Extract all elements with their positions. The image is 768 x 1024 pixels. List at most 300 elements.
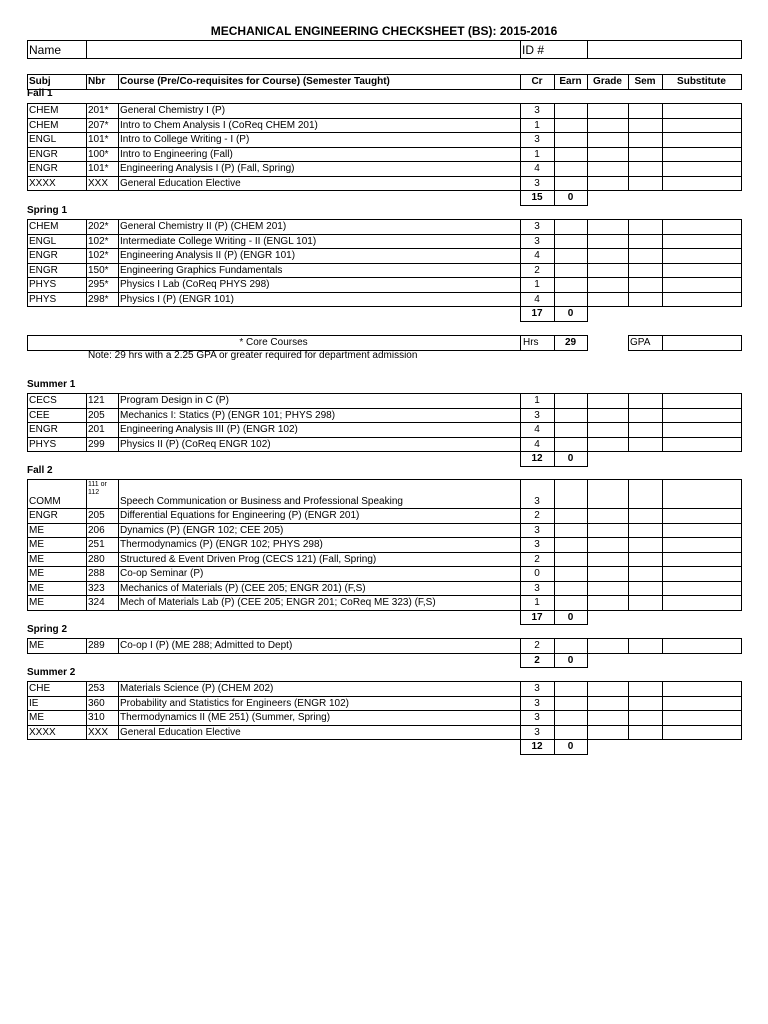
rule-line (520, 422, 521, 438)
course-credits: 4 (534, 424, 540, 435)
course-number: 111 or 112 (88, 481, 107, 496)
substitute-cell[interactable] (663, 133, 740, 146)
sem-cell[interactable] (629, 711, 661, 724)
substitute-cell[interactable] (663, 409, 740, 422)
substitute-cell[interactable] (663, 119, 740, 132)
rule-line (27, 437, 28, 453)
gpa-label: GPA (630, 336, 651, 348)
rule-line (628, 292, 629, 308)
sem-cell[interactable] (629, 220, 661, 233)
id-label: ID # (522, 43, 545, 57)
substitute-cell[interactable] (663, 639, 740, 652)
substitute-cell[interactable] (663, 567, 740, 580)
sem-cell[interactable] (629, 177, 661, 190)
id-field[interactable] (589, 42, 739, 55)
earn-cell[interactable] (555, 148, 586, 161)
grade-cell[interactable] (588, 639, 627, 652)
substitute-cell[interactable] (663, 582, 740, 595)
earn-cell[interactable] (555, 697, 586, 710)
rule-line (628, 437, 629, 453)
rule-line (86, 147, 87, 163)
rule-line (27, 710, 28, 726)
earn-cell[interactable] (555, 524, 586, 537)
rule-line (27, 653, 742, 654)
rule-line (554, 292, 555, 308)
earn-cell[interactable] (555, 104, 586, 117)
grade-cell[interactable] (588, 409, 627, 422)
grade-cell[interactable] (588, 682, 627, 695)
course-number: 205 (88, 510, 105, 521)
sem-cell[interactable] (629, 639, 661, 652)
sem-cell[interactable] (629, 682, 661, 695)
rule-line (554, 523, 555, 539)
grade-cell[interactable] (588, 235, 627, 248)
rule-line (27, 161, 28, 177)
grade-cell[interactable] (588, 480, 627, 493)
rule-line (520, 292, 521, 308)
rule-line (587, 74, 588, 90)
grade-cell[interactable] (588, 394, 627, 407)
course-credits: 1 (534, 119, 540, 131)
substitute-cell[interactable] (663, 278, 740, 291)
course-title: Co-op Seminar (P) (120, 568, 204, 579)
course-title: Mechanics I: Statics (P) (ENGR 101; PHYS 298) (120, 409, 336, 421)
rule-line (662, 595, 663, 611)
header-subj: Subj (29, 75, 51, 87)
course-number: 102* (88, 250, 109, 261)
course-subject: XXXX (29, 177, 56, 189)
course-title: Co-op I (P) (ME 288; Admitted to Dept) (120, 640, 293, 651)
rule-line (520, 118, 521, 134)
rule-line (118, 696, 119, 712)
substitute-cell[interactable] (663, 249, 740, 262)
hrs-label: Hrs (523, 336, 539, 348)
grade-cell[interactable] (588, 249, 627, 262)
earn-cell[interactable] (555, 119, 586, 132)
course-title: General Education Elective (120, 177, 241, 189)
rule-line (662, 408, 663, 424)
sem-cell[interactable] (629, 596, 661, 609)
page-title: MECHANICAL ENGINEERING CHECKSHEET (BS): 2015-2016 (210, 24, 558, 38)
rule-line (27, 638, 28, 654)
earn-cell[interactable] (555, 509, 586, 522)
substitute-cell[interactable] (663, 423, 740, 436)
rule-line (86, 537, 87, 553)
sem-cell[interactable] (629, 148, 661, 161)
earn-cell[interactable] (555, 423, 586, 436)
sem-cell[interactable] (629, 104, 661, 117)
rule-line (86, 248, 87, 264)
rule-line (86, 581, 87, 597)
grade-cell[interactable] (588, 133, 627, 146)
rule-line (662, 437, 663, 453)
course-title: Engineering Analysis III (P) (ENGR 102) (120, 424, 298, 435)
sem-cell[interactable] (629, 553, 661, 566)
substitute-cell[interactable] (663, 264, 740, 277)
rule-line (628, 161, 629, 177)
grade-cell[interactable] (588, 423, 627, 436)
earn-cell[interactable] (555, 278, 586, 291)
rule-line (554, 306, 555, 322)
course-subject: CEE (29, 409, 50, 421)
sem-cell[interactable] (629, 235, 661, 248)
rule-line (628, 725, 629, 741)
course-number: 298* (88, 293, 109, 305)
total-earned: 0 (567, 308, 574, 319)
course-credits: 3 (534, 177, 540, 189)
name-field[interactable] (88, 42, 518, 55)
course-number: 206 (88, 524, 105, 536)
rule-line (27, 739, 742, 740)
sem-cell[interactable] (629, 538, 661, 551)
substitute-cell[interactable] (663, 524, 740, 537)
substitute-cell[interactable] (663, 697, 740, 710)
course-number: 201* (88, 105, 109, 116)
rule-line (587, 147, 588, 163)
rule-line (587, 234, 588, 250)
course-number: 121 (88, 395, 105, 406)
grade-cell[interactable] (588, 220, 627, 233)
rule-line (662, 681, 663, 697)
rule-line (520, 234, 521, 250)
earn-cell[interactable] (555, 249, 586, 262)
sem-cell[interactable] (629, 394, 661, 407)
rule-line (118, 422, 119, 438)
rule-line (741, 74, 742, 90)
sem-cell[interactable] (629, 423, 661, 436)
course-number: 207* (88, 119, 109, 131)
course-credits: 4 (534, 163, 540, 174)
grade-cell[interactable] (588, 596, 627, 609)
course-credits: 3 (534, 524, 540, 536)
header-substitute: Substitute (677, 75, 726, 87)
course-subject: ME (29, 553, 44, 565)
rule-line (554, 190, 555, 206)
sem-cell[interactable] (629, 249, 661, 262)
rule-line (520, 667, 588, 668)
rule-line (628, 552, 629, 568)
rule-line (741, 508, 742, 524)
rule-line (662, 725, 663, 741)
rule-line (628, 234, 629, 250)
rule-line (662, 508, 663, 524)
rule-line (554, 118, 555, 134)
rule-line (554, 451, 555, 467)
earn-cell[interactable] (555, 596, 586, 609)
grade-cell[interactable] (588, 553, 627, 566)
rule-line (118, 393, 119, 409)
total-earned: 0 (567, 192, 574, 203)
earn-cell[interactable] (555, 538, 586, 551)
sem-cell[interactable] (629, 509, 661, 522)
earn-cell[interactable] (555, 409, 586, 422)
rule-line (118, 566, 119, 582)
rule-line (587, 479, 588, 509)
sem-cell[interactable] (629, 133, 661, 146)
rule-line (662, 147, 663, 163)
earn-cell[interactable] (555, 582, 586, 595)
substitute-cell[interactable] (663, 148, 740, 161)
rule-line (662, 292, 663, 308)
total-earned: 0 (567, 741, 574, 752)
earn-cell[interactable] (555, 235, 586, 248)
sem-cell[interactable] (629, 162, 661, 175)
course-title: Intro to Engineering (Fall) (120, 148, 233, 160)
earn-cell[interactable] (555, 133, 586, 146)
rule-line (628, 537, 629, 553)
rule-line (520, 566, 521, 582)
rule-line (554, 277, 555, 293)
rule-line (628, 408, 629, 424)
core-courses-label: * Core Courses (239, 336, 308, 348)
rule-line (587, 537, 588, 553)
earn-cell[interactable] (555, 220, 586, 233)
course-number: 101* (88, 134, 109, 145)
substitute-cell[interactable] (663, 220, 740, 233)
grade-cell[interactable] (588, 148, 627, 161)
rule-line (554, 552, 555, 568)
rule-line (118, 595, 119, 611)
rule-line (554, 581, 555, 597)
rule-line (741, 638, 742, 654)
grade-cell[interactable] (588, 524, 627, 537)
course-title: Thermodynamics II (ME 251) (Summer, Spring) (120, 712, 331, 723)
sem-cell[interactable] (629, 293, 661, 306)
rule-line (628, 263, 629, 279)
grade-cell[interactable] (588, 278, 627, 291)
course-number: 295* (88, 279, 109, 290)
grade-cell[interactable] (588, 119, 627, 132)
grade-cell[interactable] (588, 293, 627, 306)
rule-line (86, 710, 87, 726)
substitute-cell[interactable] (663, 596, 740, 609)
rule-line (628, 422, 629, 438)
course-title: General Chemistry II (P) (CHEM 201) (120, 221, 287, 232)
rule-line (520, 205, 588, 206)
course-credits: 4 (534, 250, 540, 261)
substitute-cell[interactable] (663, 538, 740, 551)
course-number: 150* (88, 264, 109, 276)
earn-cell[interactable] (555, 177, 586, 190)
rule-line (741, 537, 742, 553)
course-credits: 3 (534, 409, 540, 421)
earn-cell[interactable] (555, 438, 586, 451)
rule-line (520, 263, 521, 279)
course-subject: ME (29, 640, 44, 651)
substitute-cell[interactable] (663, 293, 740, 306)
substitute-cell[interactable] (663, 394, 740, 407)
rule-line (628, 710, 629, 726)
course-title: General Chemistry I (P) (120, 105, 226, 116)
rule-line (587, 508, 588, 524)
total-credits: 2 (534, 654, 540, 666)
rule-line (587, 277, 588, 293)
course-title: Program Design in C (P) (120, 395, 229, 406)
substitute-cell[interactable] (663, 553, 740, 566)
course-number: 102* (88, 235, 109, 247)
substitute-cell[interactable] (663, 438, 740, 451)
rule-line (662, 422, 663, 438)
rule-line (27, 277, 28, 293)
rule-line (520, 710, 521, 726)
rule-line (554, 437, 555, 453)
course-subject: CHEM (29, 221, 59, 232)
sem-cell[interactable] (629, 582, 661, 595)
rule-line (741, 248, 742, 264)
rule-line (554, 725, 555, 741)
course-credits: 3 (534, 235, 540, 247)
grade-cell[interactable] (588, 177, 627, 190)
earn-cell[interactable] (555, 553, 586, 566)
course-subject: CHEM (29, 119, 59, 131)
rule-line (628, 74, 629, 90)
substitute-cell[interactable] (663, 726, 740, 739)
rule-line (741, 176, 742, 192)
course-title: Materials Science (P) (CHEM 202) (120, 683, 274, 694)
course-title: Differential Equations for Engineering (P) (ENGR 201) (120, 510, 360, 521)
rule-line (741, 595, 742, 611)
rule-line (27, 508, 28, 524)
course-title: Probability and Statistics for Engineers (ENGR 102) (120, 697, 349, 709)
rule-line (587, 653, 588, 669)
rule-line (662, 103, 663, 119)
earn-cell[interactable] (555, 264, 586, 277)
earn-cell[interactable] (555, 394, 586, 407)
substitute-cell[interactable] (663, 711, 740, 724)
admission-note: Note: 29 hrs with a 2.25 GPA or greater required for department admission (88, 350, 418, 361)
substitute-cell[interactable] (663, 235, 740, 248)
rule-line (587, 40, 588, 59)
rule-line (587, 393, 588, 409)
rule-line (520, 147, 521, 163)
course-title: Mech of Materials Lab (P) (CEE 205; ENGR 201; CoReq ME 323) (F,S) (120, 597, 436, 608)
rule-line (27, 610, 742, 611)
earn-cell[interactable] (555, 726, 586, 739)
earn-cell[interactable] (555, 639, 586, 652)
sem-cell[interactable] (629, 726, 661, 739)
gpa-field[interactable] (663, 336, 740, 349)
rule-line (554, 537, 555, 553)
grade-cell[interactable] (588, 726, 627, 739)
course-title: Dynamics (P) (ENGR 102; CEE 205) (120, 524, 284, 536)
earn-cell[interactable] (555, 293, 586, 306)
grade-cell[interactable] (588, 711, 627, 724)
grade-cell[interactable] (588, 509, 627, 522)
sem-cell[interactable] (629, 480, 661, 493)
rule-line (27, 234, 28, 250)
grade-cell[interactable] (588, 162, 627, 175)
course-subject: ENGR (29, 148, 58, 160)
rule-line (520, 725, 521, 741)
grade-cell[interactable] (588, 582, 627, 595)
sem-cell[interactable] (629, 264, 661, 277)
earn-cell[interactable] (555, 162, 586, 175)
course-title: Engineering Graphics Fundamentals (120, 264, 283, 276)
sem-cell[interactable] (629, 438, 661, 451)
earn-cell[interactable] (555, 480, 586, 493)
sem-cell[interactable] (629, 278, 661, 291)
sem-cell[interactable] (629, 697, 661, 710)
course-title: Thermodynamics (P) (ENGR 102; PHYS 298) (120, 539, 323, 550)
sem-cell[interactable] (629, 567, 661, 580)
rule-line (118, 437, 119, 453)
course-number: 253 (88, 683, 105, 694)
earn-cell[interactable] (555, 567, 586, 580)
rule-line (741, 118, 742, 134)
course-subject: CHEM (29, 105, 59, 116)
rule-line (628, 248, 629, 264)
course-number: 280 (88, 553, 105, 565)
rule-line (628, 103, 629, 119)
rule-line (587, 710, 588, 726)
course-credits: 4 (534, 293, 540, 305)
substitute-cell[interactable] (663, 177, 740, 190)
substitute-cell[interactable] (663, 104, 740, 117)
rule-line (587, 610, 588, 626)
grade-cell[interactable] (588, 438, 627, 451)
course-subject: ENGR (29, 163, 58, 174)
grade-cell[interactable] (588, 104, 627, 117)
grade-cell[interactable] (588, 538, 627, 551)
rule-line (520, 437, 521, 453)
rule-line (628, 581, 629, 597)
substitute-cell[interactable] (663, 682, 740, 695)
rule-line (520, 523, 521, 539)
rule-line (520, 132, 521, 148)
rule-line (741, 422, 742, 438)
rule-line (662, 234, 663, 250)
rule-line (741, 292, 742, 308)
course-title: Engineering Analysis I (P) (Fall, Spring) (120, 163, 295, 174)
section-title: Summer 2 (27, 667, 76, 678)
rule-line (554, 653, 555, 669)
rule-line (118, 508, 119, 524)
rule-line (628, 508, 629, 524)
sem-cell[interactable] (629, 119, 661, 132)
rule-line (628, 638, 629, 654)
rule-line (628, 132, 629, 148)
sem-cell[interactable] (629, 409, 661, 422)
course-credits: 3 (534, 697, 540, 709)
grade-cell[interactable] (588, 697, 627, 710)
rule-line (118, 103, 119, 119)
course-subject: XXXX (29, 726, 56, 738)
rule-line (662, 277, 663, 293)
rule-line (587, 595, 588, 611)
rule-line (520, 537, 521, 553)
course-number: 310 (88, 712, 105, 723)
sem-cell[interactable] (629, 524, 661, 537)
earn-cell[interactable] (555, 711, 586, 724)
substitute-cell[interactable] (663, 480, 740, 493)
rule-line (27, 581, 28, 597)
earn-cell[interactable] (555, 682, 586, 695)
rule-line (520, 408, 521, 424)
grade-cell[interactable] (588, 567, 627, 580)
rule-line (86, 508, 87, 524)
substitute-cell[interactable] (663, 162, 740, 175)
course-number: 288 (88, 568, 105, 579)
substitute-cell[interactable] (663, 509, 740, 522)
rule-line (27, 263, 28, 279)
grade-cell[interactable] (588, 264, 627, 277)
course-number: 100* (88, 148, 109, 160)
rule-line (662, 552, 663, 568)
rule-line (27, 681, 28, 697)
total-earned: 0 (567, 611, 574, 623)
rule-line (587, 581, 588, 597)
total-credits: 12 (531, 741, 543, 752)
